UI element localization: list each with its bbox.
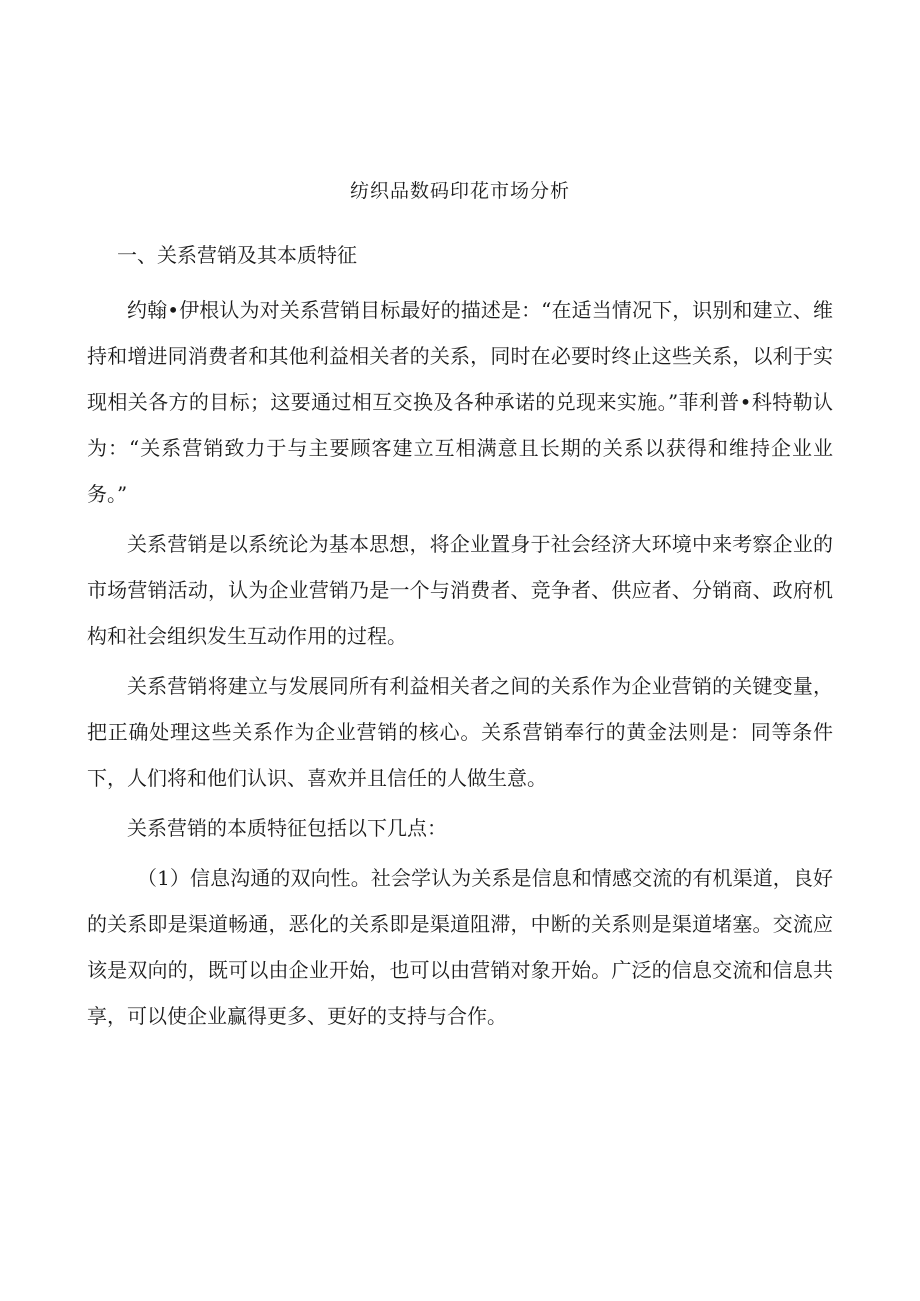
paragraph-feature-1: （1）信息沟通的双向性。社会学认为关系是信息和情感交流的有机渠道，良好的关系即是渠道畅通，恶化的关系即是渠道阻滞，中断的关系则是渠道堵塞。交流应该是双向的，既可以由企业开始，也可以由营销对象开始。广泛的信息交流和信息共享，可以使企业赢得更多、更好的支持与合作。 (87, 866, 833, 1028)
paragraph-key-variable: 关系营销将建立与发展同所有利益相关者之间的关系作为企业营销的关键变量，把正确处理这些关系作为企业营销的核心。关系营销奉行的黄金法则是：同等条件下，人们将和他们认识、喜欢并且信任的人做生意。 (87, 674, 833, 790)
paragraph-features-intro: 关系营销的本质特征包括以下几点： (127, 816, 447, 840)
document-title: 纺织品数码印花市场分析 (349, 180, 570, 202)
paragraph-system-theory: 关系营销是以系统论为基本思想，将企业置身于社会经济大环境中来考察企业的市场营销活动，认为企业营销乃是一个与消费者、竞争者、供应者、分销商、政府机构和社会组织发生互动作用的过程。 (87, 532, 833, 648)
section-heading: 一、关系营销及其本质特征 (117, 243, 357, 267)
document-body (87, 235, 833, 1039)
paragraph-egan-definition: 约翰•伊根认为对关系营销目标最好的描述是：“在适当情况下，识别和建立、维持和增进同消费者和其他利益相关者的关系，同时在必要时终止这些关系，以利于实现相关各方的目标；这要通过相互交换及各种承诺的兑现来实施。”菲利普•科特勒认为：“关系营销致力于与主要顾客建立互相满意且长期的关系以获得和维持企业业务。” (87, 298, 833, 506)
